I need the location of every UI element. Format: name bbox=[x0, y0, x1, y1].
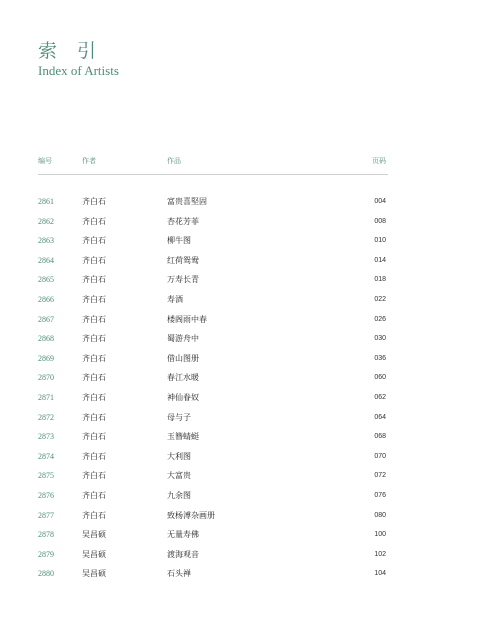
table-row bbox=[38, 568, 388, 588]
row-page: 060 bbox=[374, 374, 386, 382]
row-number: 2871 bbox=[38, 392, 54, 402]
row-page: 064 bbox=[374, 413, 386, 421]
row-work: 富贵喜堅固 bbox=[167, 197, 207, 206]
row-page: 022 bbox=[374, 295, 386, 303]
row-artist: 齐白石 bbox=[82, 334, 106, 344]
column-header-work: 作品 bbox=[167, 158, 181, 165]
row-work: 九余图 bbox=[167, 490, 191, 500]
row-artist: 吴昌硕 bbox=[82, 549, 106, 559]
row-work: 母与子 bbox=[167, 412, 191, 422]
row-artist: 齐白石 bbox=[82, 353, 106, 363]
table-row bbox=[38, 196, 388, 216]
row-number: 2863 bbox=[38, 236, 54, 246]
row-page: 068 bbox=[374, 433, 386, 441]
row-work: 大利图 bbox=[167, 451, 191, 461]
row-page: 076 bbox=[374, 491, 386, 499]
table-row bbox=[38, 333, 388, 353]
row-number: 2878 bbox=[38, 530, 54, 540]
row-page: 072 bbox=[374, 472, 386, 480]
header-divider bbox=[38, 174, 388, 175]
table-row bbox=[38, 235, 388, 255]
table-row bbox=[38, 412, 388, 432]
row-page: 026 bbox=[374, 315, 386, 323]
row-artist: 齐白石 bbox=[82, 373, 106, 383]
page-title: 索 引 bbox=[38, 40, 104, 62]
table-row bbox=[38, 372, 388, 392]
table-row bbox=[38, 392, 388, 412]
row-number: 2862 bbox=[38, 216, 54, 226]
row-artist: 吴昌硕 bbox=[82, 530, 106, 540]
table-row bbox=[38, 431, 388, 451]
table-row bbox=[38, 255, 388, 275]
column-header-number: 编号 bbox=[38, 158, 52, 165]
row-page: 036 bbox=[374, 354, 386, 362]
row-page: 070 bbox=[374, 452, 386, 460]
row-artist: 齐白石 bbox=[82, 275, 106, 285]
row-page: 018 bbox=[374, 276, 386, 284]
row-artist: 齐白石 bbox=[82, 392, 106, 402]
table-row bbox=[38, 274, 388, 294]
table-row bbox=[38, 510, 388, 530]
table-row bbox=[38, 490, 388, 510]
row-number: 2874 bbox=[38, 451, 54, 461]
row-work: 大富贵 bbox=[167, 471, 191, 481]
row-page: 030 bbox=[374, 335, 386, 343]
row-artist: 齐白石 bbox=[82, 490, 106, 500]
row-work: 石头禅 bbox=[167, 569, 191, 579]
row-artist: 齐白石 bbox=[82, 432, 106, 442]
row-work: 借山图册 bbox=[167, 353, 199, 363]
row-page: 104 bbox=[374, 570, 386, 578]
row-page: 080 bbox=[374, 511, 386, 519]
row-page: 102 bbox=[374, 550, 386, 558]
row-work: 春江水暖 bbox=[167, 373, 199, 383]
row-work: 万寿长青 bbox=[167, 275, 199, 285]
row-number: 2876 bbox=[38, 490, 54, 500]
row-number: 2875 bbox=[38, 471, 54, 481]
row-artist: 齐白石 bbox=[82, 216, 106, 226]
page-subtitle: Index of Artists bbox=[38, 63, 119, 78]
row-number: 2865 bbox=[38, 275, 54, 285]
row-work: 杏花芳菲 bbox=[167, 216, 199, 226]
row-number: 2867 bbox=[38, 314, 54, 324]
table-row bbox=[38, 314, 388, 334]
row-work: 致杨溥杂画册 bbox=[167, 510, 215, 520]
row-work: 神仙眷奴 bbox=[167, 392, 199, 402]
row-artist: 齐白石 bbox=[82, 412, 106, 422]
row-page: 062 bbox=[374, 393, 386, 401]
row-work: 红荷鸳鸯 bbox=[167, 255, 199, 265]
row-artist: 齐白石 bbox=[82, 471, 106, 481]
row-number: 2866 bbox=[38, 294, 54, 304]
column-header-page: 页码 bbox=[372, 158, 386, 165]
row-artist: 齐白石 bbox=[82, 510, 106, 520]
row-work: 蜀游舟中 bbox=[167, 334, 199, 344]
row-artist: 齐白石 bbox=[82, 294, 106, 304]
row-page: 008 bbox=[374, 217, 386, 225]
table-row bbox=[38, 216, 388, 236]
table-row bbox=[38, 353, 388, 373]
table-header bbox=[38, 156, 388, 170]
row-number: 2869 bbox=[38, 353, 54, 363]
row-page: 014 bbox=[374, 256, 386, 264]
row-page: 100 bbox=[374, 531, 386, 539]
index-table bbox=[38, 196, 388, 588]
table-row bbox=[38, 529, 388, 549]
row-work: 寿酒 bbox=[167, 294, 183, 304]
row-artist: 齐白石 bbox=[82, 451, 106, 461]
row-number: 2872 bbox=[38, 412, 54, 422]
row-number: 2877 bbox=[38, 510, 54, 520]
row-work: 无量寿佛 bbox=[167, 530, 199, 540]
row-artist: 齐白石 bbox=[82, 197, 106, 206]
row-work: 柳牛图 bbox=[167, 236, 191, 246]
row-number: 2864 bbox=[38, 255, 54, 265]
row-artist: 齐白石 bbox=[82, 236, 106, 246]
row-number: 2868 bbox=[38, 334, 54, 344]
row-number: 2873 bbox=[38, 432, 54, 442]
table-row bbox=[38, 294, 388, 314]
row-artist: 吴昌硕 bbox=[82, 569, 106, 579]
row-number: 2870 bbox=[38, 373, 54, 383]
row-number: 2880 bbox=[38, 569, 54, 579]
row-artist: 齐白石 bbox=[82, 314, 106, 324]
row-work: 楼阁雨中春 bbox=[167, 314, 207, 324]
row-number: 2879 bbox=[38, 549, 54, 559]
table-row bbox=[38, 470, 388, 490]
row-page: 010 bbox=[374, 237, 386, 245]
row-work: 渡海观音 bbox=[167, 549, 199, 559]
row-work: 玉簪蜻蜓 bbox=[167, 432, 199, 442]
table-row bbox=[38, 549, 388, 569]
row-page: 004 bbox=[374, 198, 386, 205]
table-row bbox=[38, 451, 388, 471]
row-number: 2861 bbox=[38, 197, 54, 206]
column-header-artist: 作者 bbox=[82, 158, 96, 165]
row-artist: 齐白石 bbox=[82, 255, 106, 265]
